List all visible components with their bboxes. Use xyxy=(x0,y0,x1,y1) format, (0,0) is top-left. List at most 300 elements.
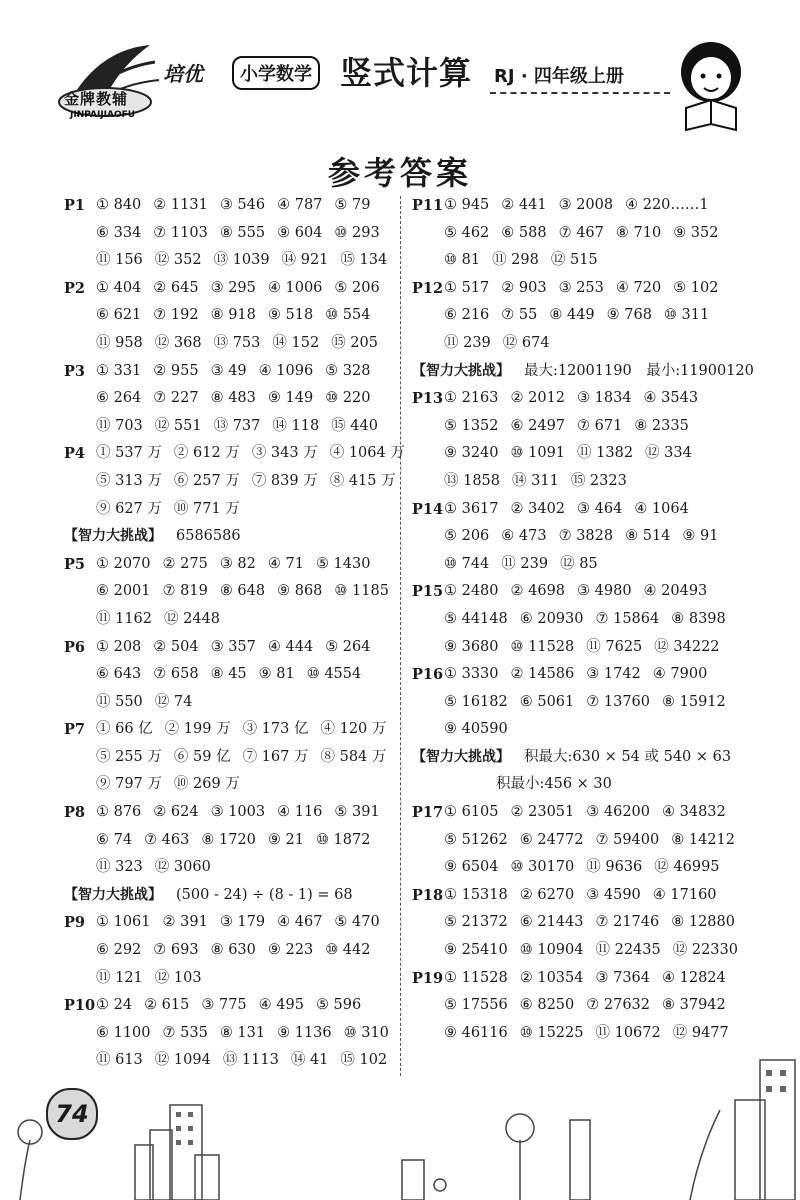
answer-row xyxy=(64,1020,394,1048)
answer-row xyxy=(412,330,772,358)
answer-item: ④ 34832 xyxy=(662,804,726,821)
answer-row xyxy=(412,247,772,275)
answer-item: ⑪ 239 xyxy=(444,334,491,351)
answer-row xyxy=(412,302,772,330)
answer-item: ⑥ 257 万 xyxy=(173,472,240,489)
answer-row xyxy=(64,827,394,855)
answer-item: ⑫ 34222 xyxy=(654,638,720,655)
answer-item: ⑨ 1136 xyxy=(277,1024,332,1041)
challenge-row xyxy=(412,744,772,772)
answer-row xyxy=(412,468,772,496)
page-header xyxy=(0,0,800,150)
challenge-answer: 最大:12001190 最小:11900120 xyxy=(524,362,754,379)
answer-row xyxy=(64,496,394,524)
answer-item: ② 6270 xyxy=(519,886,575,903)
answer-items xyxy=(96,661,373,689)
answer-items xyxy=(96,330,390,358)
answer-item: ⑨ 627 万 xyxy=(96,500,162,517)
answer-item: ③ 46200 xyxy=(586,804,651,821)
answer-item: ⑧ 584 万 xyxy=(320,748,387,765)
answer-item: ⑨ 868 xyxy=(277,583,323,600)
answer-item: ② 2012 xyxy=(510,390,566,407)
answer-item: ⑤ 1430 xyxy=(315,555,371,572)
answer-items xyxy=(96,496,252,524)
answer-items xyxy=(96,827,382,855)
answer-item: ⑨ 21 xyxy=(267,831,304,848)
page-ref-label: P19 xyxy=(412,969,444,987)
answer-item: ③ 343 万 xyxy=(251,445,318,462)
series-badge: 小学数学 xyxy=(232,56,320,90)
answer-item: ② 955 xyxy=(153,362,199,379)
answer-item: ④ 720 xyxy=(615,279,662,296)
answer-item: ⑩ 81 xyxy=(444,252,481,269)
answer-item: ⑧ 12880 xyxy=(671,914,735,931)
answer-item: ⑫ 368 xyxy=(154,334,202,351)
answer-item: ⑦ 839 万 xyxy=(251,472,318,489)
answer-items xyxy=(444,827,747,855)
answer-item: ② 624 xyxy=(153,804,199,821)
answer-item: ③ 4590 xyxy=(586,886,641,903)
answer-item: ⑫ 46995 xyxy=(654,859,720,876)
answer-item: ⑦ 227 xyxy=(153,390,199,407)
answer-item: ⑧ 131 xyxy=(219,1024,266,1041)
answer-item: ⑨ 91 xyxy=(682,528,719,545)
answer-item: ⑫ 2448 xyxy=(164,610,221,627)
answer-item: ⑪ 703 xyxy=(96,417,143,434)
answer-item: ⑨ 6504 xyxy=(444,859,499,876)
answer-item: ⑦ 535 xyxy=(162,1024,208,1041)
answer-item: ⑪ 1162 xyxy=(96,610,153,627)
answer-item: ⑭ 311 xyxy=(512,472,559,489)
answer-item: ④ 7900 xyxy=(652,666,708,683)
answer-item: ② 645 xyxy=(153,279,199,296)
answer-item: ⑦ 3828 xyxy=(558,528,614,545)
answer-items xyxy=(444,551,610,579)
answer-item: ⑧ 710 xyxy=(615,224,662,241)
answer-item: ⑦ 55 xyxy=(501,307,538,324)
answer-item: ① 1061 xyxy=(96,914,151,931)
answer-item: ⑦ 658 xyxy=(153,666,199,683)
answer-item: ⑧ 918 xyxy=(210,307,256,324)
answer-item: ⑩ 293 xyxy=(334,224,380,241)
challenge-row xyxy=(412,358,772,386)
answer-item: ② 23051 xyxy=(510,804,575,821)
reading-girl-icon xyxy=(672,38,750,138)
answer-row xyxy=(64,689,394,717)
answer-item: ⑨ 797 万 xyxy=(96,776,162,793)
answer-item: ① 404 xyxy=(96,279,142,296)
answer-item: ④ 3543 xyxy=(643,390,699,407)
column-divider xyxy=(400,196,401,1076)
page-ref-label: P4 xyxy=(64,445,85,463)
answer-row xyxy=(412,661,772,689)
challenge-label: 【智力大挑战】 xyxy=(412,748,510,765)
answer-item: ⑥ 2001 xyxy=(96,583,151,600)
answer-item: ⑧ 8398 xyxy=(671,610,726,627)
answer-item: ④ 20493 xyxy=(643,583,708,600)
answer-item: ⑤ 44148 xyxy=(444,610,508,627)
answer-items xyxy=(444,523,730,551)
answer-item: ⑦ 192 xyxy=(153,307,199,324)
answer-item: ③ 7364 xyxy=(595,969,651,986)
answer-item: ⑤ 21372 xyxy=(444,914,508,931)
answer-row xyxy=(412,716,772,744)
answer-item: ⑥ 292 xyxy=(96,942,142,959)
answer-items xyxy=(444,606,738,634)
answer-item: ⑤ 328 xyxy=(325,362,371,379)
answer-item: ⑫ 3060 xyxy=(154,859,211,876)
answer-item: ① 876 xyxy=(96,804,142,821)
answer-items xyxy=(444,909,747,937)
answer-item: ① 3330 xyxy=(444,666,499,683)
logo-subtitle: JINPAIJIAOFU xyxy=(70,110,136,120)
answer-item: ⑩ 269 万 xyxy=(173,776,240,793)
answer-item: ⑦ 21746 xyxy=(595,914,660,931)
answer-items xyxy=(96,247,399,275)
answer-item: ⑬ 1039 xyxy=(213,252,270,269)
answer-item: ⑥ 59 亿 xyxy=(173,748,231,765)
answer-item: ① 840 xyxy=(96,197,142,213)
answer-items xyxy=(96,192,382,220)
answer-item: ② 10354 xyxy=(519,969,584,986)
answer-item: ① 517 xyxy=(444,279,490,296)
answer-item: ② 612 万 xyxy=(173,445,240,462)
page-ref-label: P2 xyxy=(64,279,85,297)
answer-item: ⑦ 59400 xyxy=(595,831,660,848)
page-ref-label: P8 xyxy=(64,804,85,822)
answer-item: ⑨ 40590 xyxy=(444,721,508,738)
answer-item: ⑨ 149 xyxy=(267,390,314,407)
answer-item: ② 199 万 xyxy=(164,721,231,738)
answer-item: ⑤ 313 万 xyxy=(96,472,162,489)
answer-item: ⑧ 2335 xyxy=(634,417,689,434)
answer-row xyxy=(64,606,394,634)
answer-item: ⑦ 693 xyxy=(153,942,199,959)
answer-items xyxy=(444,661,719,689)
answer-item: ⑮ 134 xyxy=(340,252,388,269)
answer-item: ② 391 xyxy=(162,914,208,931)
answer-item: ⑭ 152 xyxy=(272,334,320,351)
answer-item: ② 14586 xyxy=(510,666,575,683)
answer-item: ① 945 xyxy=(444,197,490,213)
answer-item: ② 1131 xyxy=(153,197,208,213)
answer-items xyxy=(444,965,738,993)
answer-item: ⑥ 216 xyxy=(444,307,490,324)
answer-item: ⑦ 463 xyxy=(144,831,190,848)
answer-item: ⑦ 1103 xyxy=(153,224,208,241)
answer-items xyxy=(96,937,382,965)
answer-row xyxy=(64,634,394,662)
answer-item: ③ 464 xyxy=(577,500,623,517)
answer-item: ⑩ 10904 xyxy=(519,942,584,959)
answer-item: ⑤ 17556 xyxy=(444,997,508,1014)
answer-items xyxy=(96,909,392,937)
answer-item: ⑤ 206 xyxy=(444,528,490,545)
answer-row xyxy=(64,854,394,882)
answer-item: ⑧ 1720 xyxy=(201,831,256,848)
answer-item: ⑤ 391 xyxy=(334,804,380,821)
answer-row xyxy=(412,1020,772,1048)
answer-items xyxy=(444,468,639,496)
answer-item: ⑮ 102 xyxy=(340,1052,388,1069)
answer-item: ① 3617 xyxy=(444,500,499,517)
answer-row xyxy=(412,689,772,717)
answer-row xyxy=(412,496,772,524)
answer-item: ⑦ 15864 xyxy=(595,610,660,627)
answer-items xyxy=(96,358,382,386)
answer-row xyxy=(412,965,772,993)
answer-item: ⑪ 9636 xyxy=(586,859,643,876)
answer-row xyxy=(412,634,772,662)
answer-item: ⑪ 121 xyxy=(96,969,143,986)
answer-row xyxy=(64,468,394,496)
answer-item: ④ 17160 xyxy=(652,886,717,903)
answer-items xyxy=(444,578,719,606)
answer-item: ⑧ 37942 xyxy=(662,997,726,1014)
answer-item: ④ 467 xyxy=(277,914,323,931)
page-number: 74 xyxy=(46,1088,98,1140)
answer-item: ⑩ 744 xyxy=(444,555,490,572)
answer-item: ⑭ 118 xyxy=(272,417,320,434)
answer-row xyxy=(412,385,772,413)
answer-item: ⑤ 51262 xyxy=(444,831,508,848)
answer-items xyxy=(444,247,610,275)
answer-item: ⑧ 449 xyxy=(549,307,595,324)
answer-item: ③ 253 xyxy=(558,279,604,296)
answer-row xyxy=(412,799,772,827)
page-ref-label: P17 xyxy=(412,804,444,822)
answer-item: ⑫ 85 xyxy=(560,555,598,572)
answer-item: ⑥ 588 xyxy=(501,224,547,241)
answer-item: ⑩ 554 xyxy=(325,307,371,324)
answer-item: ⑤ 596 xyxy=(315,997,362,1014)
answer-items xyxy=(96,220,392,248)
challenge-label: 【智力大挑战】 xyxy=(412,362,510,379)
answer-row xyxy=(64,744,394,772)
answer-item: ⑩ 11528 xyxy=(510,638,575,655)
answer-items xyxy=(96,578,401,606)
answer-item: ⑨ 352 xyxy=(673,224,719,241)
challenge-answer: 积最小:456 × 30 xyxy=(496,776,612,793)
answer-item: ④ 1096 xyxy=(258,362,314,379)
answer-item: ② 615 xyxy=(144,997,190,1014)
answer-items xyxy=(444,413,701,441)
answer-row xyxy=(64,385,394,413)
answer-item: ⑭ 921 xyxy=(281,252,329,269)
answer-item: ⑨ 223 xyxy=(267,942,314,959)
answer-row xyxy=(412,192,772,220)
answer-item: ② 903 xyxy=(501,279,547,296)
answer-item: ⑤ 255 万 xyxy=(96,748,162,765)
answer-item: ⑥ 334 xyxy=(96,224,142,241)
header-rule xyxy=(490,92,670,94)
answer-item: ① 11528 xyxy=(444,969,508,986)
answer-item: ⑮ 440 xyxy=(331,417,378,434)
answer-item: ④ 220……1 xyxy=(625,197,709,213)
answer-row xyxy=(64,358,394,386)
answer-item: ⑥ 2497 xyxy=(510,417,566,434)
answers-left-column xyxy=(64,192,405,1075)
answer-item: ⑪ 239 xyxy=(501,555,549,572)
answer-row xyxy=(64,937,394,965)
answer-item: ⑮ 205 xyxy=(331,334,378,351)
answer-item: ⑦ 467 xyxy=(558,224,604,241)
answer-item: ⑬ 737 xyxy=(213,417,261,434)
answer-item: ⑩ 442 xyxy=(325,942,371,959)
answer-item: ③ 295 xyxy=(210,279,256,296)
challenge-row xyxy=(64,882,394,910)
answer-item: ⑪ 1382 xyxy=(577,445,634,462)
answer-row xyxy=(412,551,772,579)
answer-items xyxy=(444,192,721,220)
answer-item: ③ 179 xyxy=(219,914,266,931)
answer-item: ⑫ 352 xyxy=(154,252,202,269)
answer-items xyxy=(96,275,392,303)
answer-row xyxy=(412,275,772,303)
answer-item: ⑧ 630 xyxy=(210,942,256,959)
logo-text: 金牌教辅 xyxy=(64,90,129,108)
answer-item: ⑥ 20930 xyxy=(519,610,584,627)
answer-item: ① 2070 xyxy=(96,555,151,572)
challenge-answer: 6586586 xyxy=(176,528,241,545)
answer-item: ③ 4980 xyxy=(577,583,632,600)
answer-item: ① 24 xyxy=(96,997,133,1014)
answer-items xyxy=(96,413,390,441)
answer-item: ⑬ 753 xyxy=(213,334,261,351)
answer-item: ① 331 xyxy=(96,362,142,379)
answer-row xyxy=(412,220,772,248)
answer-item: ① 15318 xyxy=(444,886,508,903)
answer-item: ⑧ 15912 xyxy=(662,693,726,710)
answer-item: ⑪ 7625 xyxy=(586,638,643,655)
answer-items xyxy=(444,275,730,303)
answer-item: ⑪ 323 xyxy=(96,859,143,876)
answer-items xyxy=(444,937,750,965)
answer-item: ⑪ 958 xyxy=(96,334,143,351)
answer-row xyxy=(64,302,394,330)
answer-items xyxy=(444,440,704,468)
answer-item: ③ 2008 xyxy=(558,197,614,213)
answer-item: ⑩ 15225 xyxy=(519,1024,584,1041)
answer-row xyxy=(64,661,394,689)
answer-items xyxy=(96,551,382,579)
answer-item: ⑨ 768 xyxy=(606,307,652,324)
answer-row xyxy=(64,909,394,937)
answer-items xyxy=(444,689,738,717)
answer-item: ④ 1006 xyxy=(267,279,323,296)
answer-item: ⑪ 10672 xyxy=(595,1024,661,1041)
answer-item: ⑫ 334 xyxy=(645,445,692,462)
answer-items xyxy=(96,992,373,1020)
answer-item: ① 6105 xyxy=(444,804,499,821)
answer-items xyxy=(96,854,223,882)
answer-item: ⑧ 555 xyxy=(219,224,266,241)
answer-item: ⑥ 8250 xyxy=(519,997,575,1014)
brand-name: 培优 xyxy=(163,62,203,86)
page-ref-label: P14 xyxy=(412,500,444,518)
answer-item: ① 2163 xyxy=(444,390,499,407)
answer-item: ⑧ 45 xyxy=(210,666,247,683)
answer-item: ⑨ 518 xyxy=(267,307,314,324)
answer-item: ⑦ 671 xyxy=(577,417,623,434)
answer-item: ④ 12824 xyxy=(662,969,726,986)
answer-item: ② 4698 xyxy=(510,583,566,600)
answer-items xyxy=(444,854,732,882)
answer-row xyxy=(64,330,394,358)
answer-item: ③ 546 xyxy=(219,197,266,213)
answer-item: ⑤ 470 xyxy=(334,914,380,931)
page-ref-label: P16 xyxy=(412,666,444,684)
answer-items xyxy=(96,744,398,772)
answer-item: ⑥ 21443 xyxy=(519,914,584,931)
answer-item: ⑤ 102 xyxy=(673,279,719,296)
page-ref-label: P11 xyxy=(412,197,444,214)
answer-items xyxy=(444,1020,741,1048)
challenge-label: 【智力大挑战】 xyxy=(64,528,162,545)
challenge-continuation-row xyxy=(412,771,772,799)
answer-item: ⑤ 264 xyxy=(325,638,371,655)
answer-items xyxy=(444,634,732,662)
answer-item: ⑤ 79 xyxy=(334,197,371,213)
answer-item: ④ 71 xyxy=(267,555,304,572)
answer-row xyxy=(64,551,394,579)
answer-row xyxy=(64,247,394,275)
answer-item: ⑦ 27632 xyxy=(586,997,651,1014)
answer-item: ③ 82 xyxy=(219,555,256,572)
answer-item: ⑧ 415 万 xyxy=(329,472,396,489)
answer-item: ⑫ 9477 xyxy=(672,1024,729,1041)
answer-row xyxy=(412,440,772,468)
answer-item: ③ 1834 xyxy=(577,390,632,407)
page-ref-label: P6 xyxy=(64,638,85,656)
answer-items xyxy=(96,468,408,496)
answer-item: ⑧ 514 xyxy=(625,528,671,545)
answer-item: ⑫ 103 xyxy=(154,969,202,986)
answer-items xyxy=(96,1020,401,1048)
answer-row xyxy=(412,937,772,965)
answer-item: ⑩ 771 万 xyxy=(173,500,240,517)
answer-row xyxy=(64,192,394,220)
answer-row xyxy=(64,220,394,248)
page-ref-label: P12 xyxy=(412,279,444,297)
answer-row xyxy=(412,854,772,882)
answer-items xyxy=(96,302,382,330)
answer-row xyxy=(64,771,394,799)
answer-row xyxy=(64,413,394,441)
answer-item: ⑩ 310 xyxy=(343,1024,389,1041)
answer-item: ⑥ 5061 xyxy=(519,693,575,710)
answer-item: ④ 120 万 xyxy=(320,721,387,738)
answer-item: ③ 173 亿 xyxy=(242,721,309,738)
answer-items xyxy=(96,799,392,827)
answer-item: ② 504 xyxy=(153,638,199,655)
answer-item: ③ 775 xyxy=(201,997,247,1014)
answer-row xyxy=(64,992,394,1020)
page-ref-label: P3 xyxy=(64,362,85,380)
page-ref-label: P10 xyxy=(64,997,96,1015)
answer-item: ⑩ 311 xyxy=(663,307,710,324)
answer-item: ⑫ 551 xyxy=(154,417,202,434)
answer-items xyxy=(444,220,730,248)
answer-item: ⑫ 515 xyxy=(550,252,598,269)
book-title: 竖式计算 xyxy=(340,54,473,92)
page-ref-label: P1 xyxy=(64,197,85,214)
answer-item: ⑨ 46116 xyxy=(444,1024,508,1041)
answer-item: ⑨ 81 xyxy=(258,666,295,683)
answer-row xyxy=(412,413,772,441)
page-ref-label: P15 xyxy=(412,583,444,601)
answer-item: ⑬ 1113 xyxy=(222,1052,279,1069)
